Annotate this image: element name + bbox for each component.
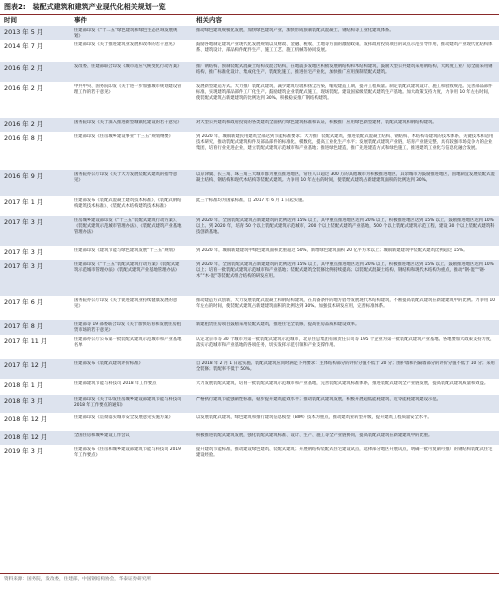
table-row: [0, 296, 499, 321]
row-content: 积极推进装配式建筑发展，强化装配式建筑标准、设计、生产、施工等全产业链协同，提高装配式建筑在新建建筑中的比重。: [196, 433, 433, 438]
row-event: 国务院办公厅印发《关于促进建筑业持续健康发展的意见》: [74, 298, 178, 310]
row-content: 到 2020 年，城镇新建民用建筑全部达到节能标准要求；大力推广装配式建筑，推进装配式混凝土结构、钢结构、木结构等建筑的技术体系、关键技术和适用技术研究，推动装配式建筑构件及部品部件的标准化、模数化，提高工业化生产水平；发展装配式建筑产业链，培育产业链完整、具有较强市场竞争力的企业集团，培育行业先进企业，建立装配式建筑示范城市和产业基地；推进绿色建造，推广先进建造方式和绿色施工，推进建筑工业化与信息化融合发展。: [196, 134, 494, 152]
row-event: 国务院印发《关于深入推进新型城镇化建设的若干意见》: [74, 120, 182, 125]
table-row: [0, 246, 499, 261]
row-content: 对大型公共建筑和政府投资的各类建筑全面执行绿色建筑标准和认证，积极推广应用绿色新型建材、装配式建筑和钢结构建筑。: [196, 120, 437, 125]
row-date: 2016 年 2 月: [4, 120, 44, 128]
table-row: [0, 445, 499, 466]
source-note: 资料来源：国务院，发改委，住建部，中国钢结构协会，华泰证券研究所: [4, 577, 152, 582]
row-content: 大力发展装配式建筑，培育一批装配式建筑示范城市和产业基地，完善装配式建筑标准体系，推进装配式建筑全产业链发展，提高装配式建筑质量和效益。: [196, 381, 489, 386]
row-date: 2017 年 3 月: [4, 262, 44, 270]
row-content: 到 2020 年，全国装配式建筑占新建建筑的比例达到 15% 以上，其中重点推进地区达到 20% 以上，积极推进地区达到 15% 以上，鼓励推进地区达到 10% 以上；培育一批装配式建筑示范城市和产业基地；装配式建筑全装修比例持续提高；以装配式混凝土结构、钢结构和现代木结构为重点，推动“钢-混”“钢-木”“木-混”等装配式组合结构的研发应用。: [196, 262, 494, 280]
bottom-rule: [0, 573, 499, 574]
row-content: 提升建筑节能标准，推动建设绿色建筑、装配式建筑；开展钢结构装配式住宅建设试点，选择部分地区开展试点，明确一批可复制可推广的钢结构装配式住宅建设经验。: [196, 447, 493, 459]
table-row: [0, 216, 499, 247]
header-date: 时间: [4, 16, 17, 24]
row-event: 住建部印发《“十三五”装配式建筑行动方案》《装配式建筑示范城市管理办法》《装配式建筑产业基地管理办法》: [74, 262, 180, 274]
table-row: [0, 82, 499, 119]
table-row: [0, 196, 499, 217]
row-event: 住建部印发《关于印发住房城乡建设部建筑节能与科技司 2018 年工作要点的通知》: [74, 397, 182, 409]
row-event: 住建部建筑节能与科技司 2018 年工作要点: [74, 381, 157, 386]
table-header: [0, 15, 499, 25]
row-date: 2016 年 2 月: [4, 64, 44, 72]
row-content: 到 2020 年，城镇新建建筑中绿色建筑面积比重超过 50%，新增绿色建筑面积 20 亿平方米以上；城镇新建建筑中装配式建筑比例超过 15%。: [196, 248, 468, 253]
row-date: 2019 年 3 月: [4, 447, 44, 455]
row-date: 2016 年 9 月: [4, 172, 44, 180]
table-row: [0, 26, 499, 41]
row-content: 推动绿色建筑规模化发展，加快绿色建筑产业，加快形成预制装配式混凝土、钢结构等工业化建筑体系。: [196, 28, 394, 33]
table-row: [0, 431, 499, 446]
row-content: 推动建造方式创新，大力发展装配式混凝土和钢结构建筑，在具备条件的地方倡导发展现代木结构建筑，不断提高装配式建筑在新建建筑中的比例。力争用 10 年左右的时间，使装配式建筑占新建建筑面积的比例达到 30%。加强技术研发应用，完善标准体系。: [196, 298, 496, 310]
row-event: 住建部办公厅公布第一批装配式建筑示范城市和产业基地名单: [74, 337, 182, 349]
row-content: 以京津冀、长三角、珠三角三大城市群为重点推进地区，常住人口超过 300 万的其他城市为积极推进地区，其余城市为鼓励推进地区，因地制宜发展装配式混凝土结构、钢结构和现代木结构等装配式建筑。力争用 10 年左右的时间，使装配式建筑占新建建筑面积的比例达到 30%。: [196, 172, 495, 184]
row-date: 2018 年 12 月: [4, 433, 48, 441]
row-event: 住建部等 19 部委联合印发《关于加快培育和发展住房租赁市场的若干意见》: [74, 322, 182, 334]
row-date: 2017 年 12 月: [4, 361, 48, 369]
row-event: 住建部印发《“十二五”绿色建筑和绿色生态区域发展规划》: [74, 28, 178, 39]
row-date: 2016 年 8 月: [4, 134, 44, 142]
row-event: 住建部印发《建筑节能与绿色建筑发展“十三五”规划》: [74, 248, 178, 253]
table-row: [0, 118, 499, 133]
row-date: 2017 年 8 月: [4, 322, 44, 330]
table-row: [0, 413, 499, 432]
table-row: [0, 395, 499, 414]
table-row: [0, 132, 499, 171]
row-event: 住建部印发《贯彻落实城市安全发展意见实施方案》: [74, 415, 173, 420]
row-date: 2017 年 3 月: [4, 248, 44, 256]
row-event: 全国住房和城乡建设工作会议: [74, 433, 130, 438]
row-event: 住建部发布《装配式混凝土建筑技术标准》、《装配式钢结构建筑技术标准》、《装配式木结构建筑技术标准》: [74, 198, 182, 210]
row-content: 严格执行建筑节能强制性标准，稳步提升建筑能效水平；推动装配式建筑发展，积极开展超低能耗建筑、近零能耗建筑建设示范。: [196, 397, 441, 402]
row-event: 住建部发布《住房和城乡建设部建筑节能与科技司 2019 年工作要点》: [74, 447, 181, 459]
row-date: 2016 年 2 月: [4, 84, 44, 92]
row-event: 发改委、住建部联合印发《城市适应气候变化行动方案》: [74, 64, 182, 69]
row-content: 推广钢结构、预制装配式混凝土结构及混合结构，在地震多发地区积极发展钢结构和木结构建筑，鼓励大型公共建筑采用钢结构，大跨度工业厂房全面采用钢结构，推广标准化设计、集成化生产、装配化施工，推进住宅产业化，加快推广应用预制装配式建筑。: [196, 64, 493, 76]
row-event: 住建部发布《装配式建筑评价标准》: [74, 361, 143, 366]
row-date: 2013 年 5 月: [4, 28, 44, 36]
header-content: 相关内容: [196, 16, 222, 24]
row-date: 2017 年 6 月: [4, 298, 44, 306]
row-event: 中共中央、国务院印发《关于进一步加强城市规划建设管理工作的若干意见》: [74, 84, 182, 96]
table-title: 图表2: 装配式建筑和建筑产业现代化相关规划一览: [4, 3, 166, 11]
table-row: [0, 379, 499, 396]
row-content: 自 2018 年 2 月 1 日起实施。装配式建筑应同时满足下列要求：主体结构部分的评价分值不低于 20 分；围护墙和内隔墙部分的评价分值不低于 10 分；采用全装修；装配率不低于 50%。: [196, 361, 495, 373]
row-event: 住建部印发《住房城乡建设事业“十三五”规划纲要》: [74, 134, 173, 139]
table-row: [0, 62, 499, 83]
table-row: [0, 320, 499, 336]
row-content: 到 2020 年，全国装配式建筑占新建建筑的比例达到 15% 以上，其中重点推进地区达到 20% 以上，积极推进地区达到 15% 以上，鼓励推进地区达到 10% 以上。到 2020 年，培育 50 个以上装配式建筑示范城市，200 个以上装配式建筑产业基地，500 个以上装配式建筑示范工程，建设 30 个以上装配式建筑科技创新基地。: [196, 218, 495, 236]
row-event: 住房城乡建设部印发《“十三五”装配式建筑行动方案》、《装配式建筑示范城市管理办法》、《装配式建筑产业基地管理办法》: [74, 218, 182, 236]
row-date: 2017 年 1 月: [4, 198, 44, 206]
row-event: 国务院办公厅印发《关于大力发展装配式建筑的指导意见》: [74, 172, 178, 184]
row-date: 2018 年 3 月: [4, 397, 44, 405]
row-date: 2017 年 11 月: [4, 337, 48, 345]
row-event: 住建部印发《关于推进建筑业发展和改革的若干意见》: [74, 42, 178, 47]
row-content: 鼓励各地制定建筑产业现代化发展规划以及财政、金融、税收、土地等方面的激励政策，发挥政府投资项目的试点示范引导作用，推动建筑产业现代化结构体系、建筑设计、部品构件配件生产、施工工艺、施工机械等协同发展。: [196, 42, 493, 54]
header-event: 事件: [74, 16, 87, 24]
row-content: 此三个标准均为国家标准，自 2017 年 6 月 1 日起实施。: [196, 198, 307, 203]
row-date: 2018 年 1 月: [4, 381, 44, 389]
table-row: [0, 260, 499, 297]
row-content: 发展新型建造方式。大力推广装配式建筑，减少建筑垃圾和扬尘污染，缩短建造工期，提升工程质量。制定装配式建筑设计、施工和验收规范。完善部品部件标准，实现建筑部品部件工厂化生产。鼓励建筑企业装配式施工，现场装配。建设国家级装配式建筑生产基地。加大政策支持力度，力争用 10 年左右时间，使装配式建筑占新建建筑的比例达到 30%。积极稳妥推广钢结构建筑。: [196, 84, 493, 102]
table-row: [0, 335, 499, 360]
row-date: 2018 年 12 月: [4, 415, 48, 423]
row-date: 2017 年 3 月: [4, 218, 44, 226]
row-content: 以发展装配式建筑、绿色建筑和推行建筑信息模型（BIM）技术为重点，推动建筑业转型升级，提升建筑工程质量安全水平。: [196, 415, 432, 420]
row-date: 2014 年 7 月: [4, 42, 44, 50]
table-row: [0, 359, 499, 380]
table-row: [0, 40, 499, 63]
row-content: 新建租赁住房项目鼓励采用装配式建筑，推进住宅全装修，提高住房品质和建设效率。: [196, 322, 360, 327]
row-content: 认定北京市等 30 个城市为第一批装配式建筑示范城市，北京住总集团有限责任公司等 195 个企业为第一批装配式建筑产业基地。各地要加大政策支持力度，落实示范城市和产业基地的各项任务，切实发挥示范引领和产业支撑作用。: [196, 337, 495, 349]
table-row: [0, 170, 499, 197]
